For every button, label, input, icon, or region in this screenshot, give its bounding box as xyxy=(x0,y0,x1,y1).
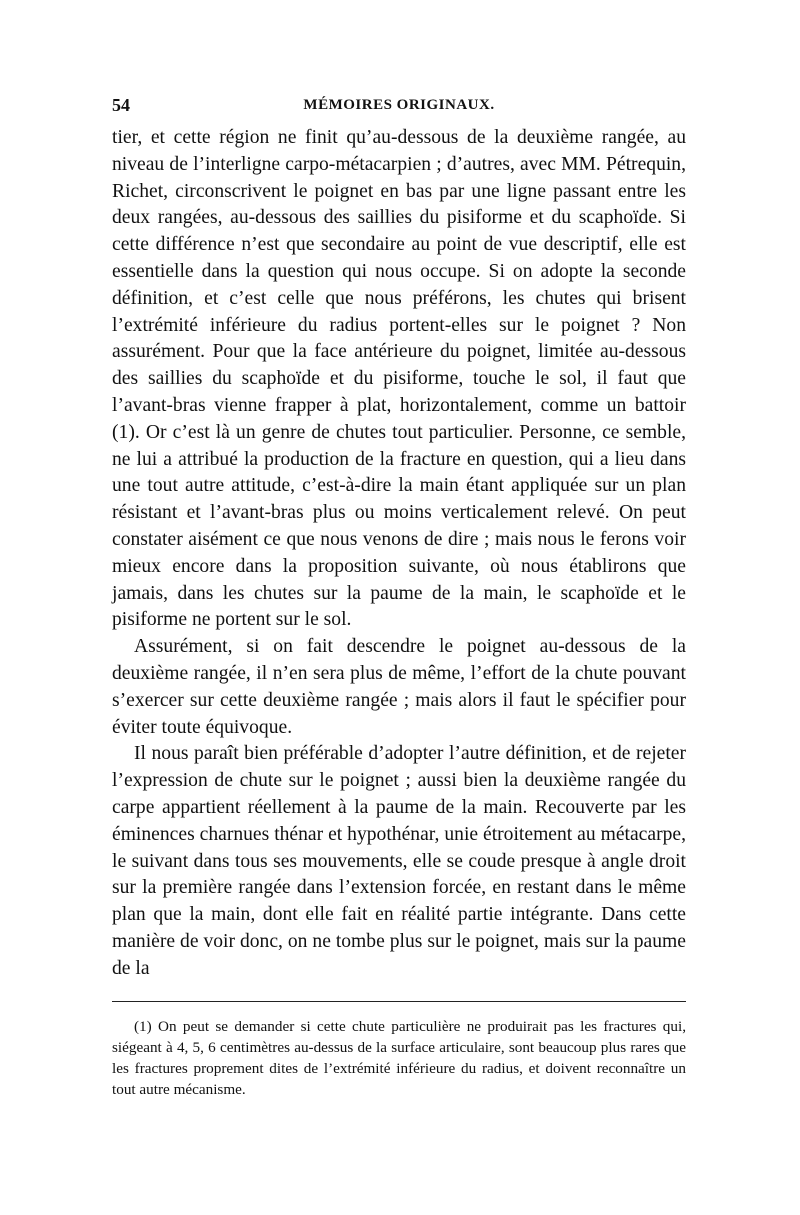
footnote-divider xyxy=(112,1001,686,1002)
paragraph: Il nous paraît bien préférable d’adopter l’autre définition, et de rejeter l’expression de chute sur le poignet ; aussi bien la deuxième rangée du carpe appartient réellement à la paume de la main. Recouverte par les éminences charnues thénar et hypothénar, unie étroitement au métacarpe, le suivant dans tous ses mouvements, elle se coude presque à angle droit sur la première rangée dans l’extension forcée, en restant dans le même plan que la main, dont elle fait en réalité partie intégrante. Dans cette manière de voir donc, on ne tombe plus sur le poignet, mais sur la paume de la xyxy=(112,743,686,979)
page-header xyxy=(112,95,686,125)
page-number: 54 xyxy=(112,95,130,115)
paragraph-continued: tier, et cette région ne finit qu’au-dessous de la deuxième rangée, au niveau de l’interligne carpo-métacarpien ; d’autres, avec MM. Pétrequin, Richet, circonscrivent le poignet en bas par une ligne passant entre les deux rangées, au-dessous des saillies du pisiforme et du scaphoïde. Si cette différence n’est que secondaire au point de vue descriptif, elle est essentielle dans la question qui nous occupe. Si on adopte la seconde définition, et c’est celle que nous préférons, les chutes qui brisent l’extrémité inférieure du radius portent-elles sur le poignet ? Non assurément. Pour que la face antérieure du poignet, limitée au-dessous des saillies du scaphoïde et du pisiforme, touche le sol, il faut que l’avant-bras vienne frapper à plat, horizontalement, comme un battoir (1). Or c’est là un genre de chutes tout particulier. Personne, ce semble, ne lui a attribué la production de la fracture en question, qui a lieu dans une tout autre attitude, c’est-à-dire la main étant appliquée sur un plan résistant et l’avant-bras plus ou moins verticalement relevé. On peut constater aisément ce que nous venons de dire ; mais nous le ferons voir mieux encore dans la proposition suivante, où nous établirons que jamais, dans les chutes sur la paume de la main, le scaphoïde et le pisiforme ne portent sur le sol. xyxy=(112,127,686,631)
running-head: MÉMOIRES ORIGINAUX. xyxy=(303,97,495,113)
footnote: (1) On peut se demander si cette chute particulière ne produirait pas les fractures qui, siégeant à 4, 5, 6 centimètres au-dessus de la surface articulaire, sont beaucoup plus rares que les fractures proprement dites de l’extrémité inférieure du radius, et doivent reconnaître un tout autre mécanisme. xyxy=(112,1017,686,1098)
paragraph: Assurément, si on fait descendre le poignet au-dessous de la deuxième rangée, il n’en sera plus de même, l’effort de la chute pouvant s’exercer sur cette deuxième rangée ; mais alors il faut le spécifier pour éviter toute équivoque. xyxy=(112,636,686,738)
book-page xyxy=(112,95,686,1100)
body-text xyxy=(112,125,686,983)
